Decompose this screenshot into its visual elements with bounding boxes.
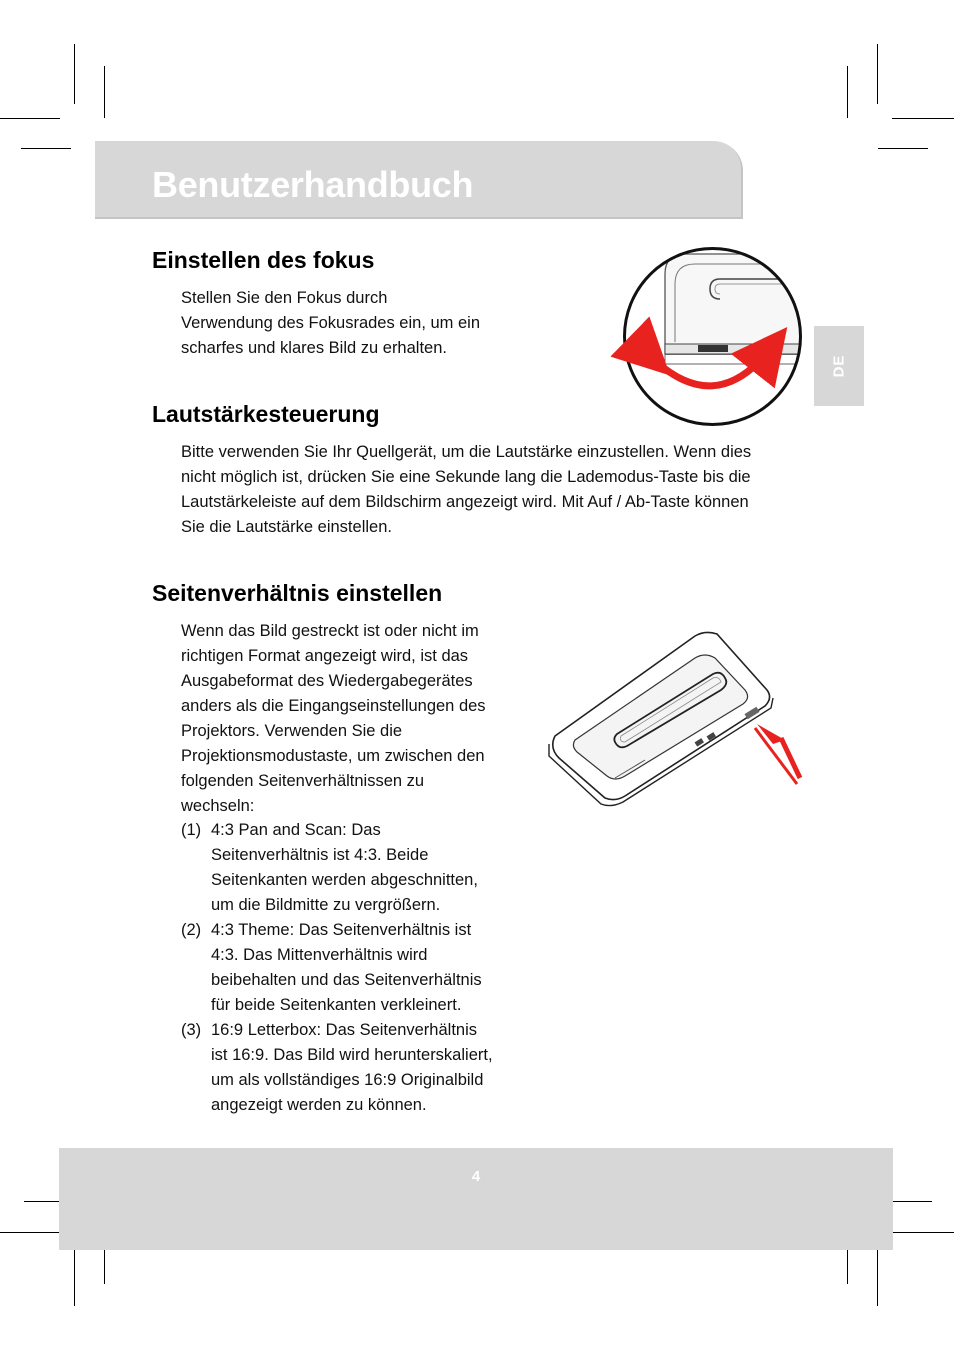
section-body-aspect (181, 619, 486, 819)
list-item-line: um die Bildmitte zu vergrößern. (211, 896, 441, 914)
section-body-volume (181, 440, 751, 540)
list-item-line: 16:9 Letterbox: Das Seitenverhältnis (211, 1021, 477, 1039)
crop-mark (877, 44, 878, 104)
body-line: anders als die Eingangseinstellungen des (181, 697, 486, 715)
language-tab-label: DE (830, 354, 848, 378)
list-item-line: 4:3 Pan and Scan: Das (211, 821, 381, 839)
body-line: richtigen Format angezeigt wird, ist das (181, 647, 469, 665)
list-item (181, 818, 526, 918)
list-item-number: (3) (181, 1021, 202, 1039)
crop-mark (892, 118, 954, 119)
crop-mark (892, 1232, 954, 1233)
crop-mark (0, 1232, 60, 1233)
section-heading-aspect: Seitenverhältnis einstellen (152, 580, 443, 606)
crop-mark (878, 148, 928, 149)
footer-band (59, 1148, 893, 1250)
crop-mark (104, 66, 105, 118)
body-line: Bitte verwenden Sie Ihr Quellgerät, um die Lautstärke einzustellen. Wenn dies (181, 443, 752, 461)
list-item-line: um als vollständiges 16:9 Originalbild (211, 1071, 484, 1089)
body-line: Sie die Lautstärke einstellen. (181, 518, 392, 536)
body-line: Wenn das Bild gestreckt ist oder nicht im (181, 622, 479, 640)
body-line: Projektors. Verwenden Sie die (181, 722, 403, 740)
section-heading-volume: Lautstärkesteuerung (152, 401, 380, 427)
body-line: Verwendung des Fokusrades ein, um ein (181, 314, 481, 332)
crop-mark (74, 1250, 75, 1306)
projector-illustration (545, 628, 800, 808)
aspect-ratio-list (181, 818, 526, 1118)
list-item (181, 918, 526, 1018)
focus-wheel-illustration (620, 244, 805, 429)
list-item-number: (2) (181, 921, 202, 939)
list-item-line: 4:3 Theme: Das Seitenverhältnis ist (211, 921, 472, 939)
body-line: wechseln: (181, 797, 255, 815)
language-tab (814, 326, 864, 406)
list-item-line: angezeigt werden zu können. (211, 1096, 427, 1114)
list-item (181, 1018, 526, 1118)
body-line: folgenden Seitenverhältnissen zu (181, 772, 425, 790)
body-line: Ausgabeformat des Wiedergabegerätes (181, 672, 473, 690)
body-line: scharfes und klares Bild zu erhalten. (181, 339, 447, 357)
list-item-number: (1) (181, 821, 202, 839)
body-line: Projektionsmodustaste, um zwischen den (181, 747, 485, 765)
list-item-line: 4:3. Das Mittenverhältnis wird (211, 946, 428, 964)
crop-mark (74, 44, 75, 104)
body-line: Stellen Sie den Fokus durch (181, 289, 388, 307)
body-line: Lautstärkeleiste auf dem Bildschirm angezeigt wird. Mit Auf / Ab-Taste können (181, 493, 749, 511)
list-item-line: Seitenverhältnis ist 4:3. Beide (211, 846, 429, 864)
body-line: nicht möglich ist, drücken Sie eine Sekunde lang die Lademodus-Taste bis die (181, 468, 751, 486)
crop-mark (0, 118, 60, 119)
list-item-line: Seitenkanten werden abgeschnitten, (211, 871, 478, 889)
list-item-line: ist 16:9. Das Bild wird herunterskaliert, (211, 1046, 493, 1064)
crop-mark (21, 148, 71, 149)
list-item-line: beibehalten und das Seitenverhältnis (211, 971, 482, 989)
page-number: 4 (471, 1168, 481, 1185)
crop-mark (877, 1250, 878, 1306)
header-band (95, 141, 743, 219)
page-title: Benutzerhandbuch (152, 164, 474, 205)
section-heading-focus: Einstellen des fokus (152, 247, 375, 273)
crop-mark (847, 66, 848, 118)
section-body-focus (181, 286, 480, 361)
list-item-line: für beide Seitenkanten verkleinert. (211, 996, 462, 1014)
